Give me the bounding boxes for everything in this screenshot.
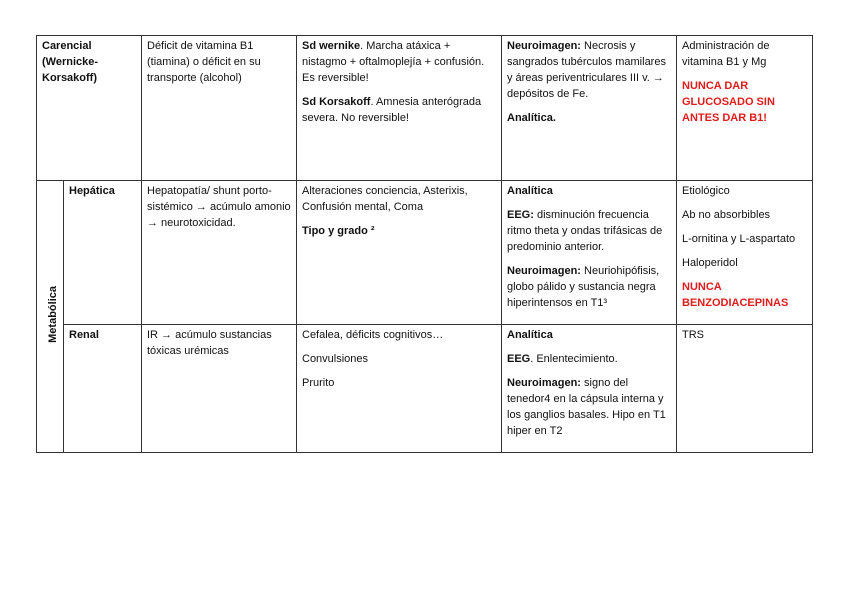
treatment-item: L-ornitina y L-aspartato (682, 233, 796, 245)
clinic-carencial (297, 36, 502, 181)
clinic-item: Cefalea, déficits cognitivos… (302, 329, 444, 341)
row-hepatica (37, 181, 813, 325)
analitica-label: Analítica (507, 185, 553, 197)
name-hepatica: Hepática (64, 181, 142, 325)
clinic-grade: Tipo y grado ² (302, 225, 375, 237)
encephalopathy-table (36, 35, 813, 453)
neuro-text: signo del tenedor4 en la cápsula interna y los ganglios basales. Hipo en T1 hiper en T2 (507, 377, 666, 437)
clinic-renal (297, 325, 502, 453)
row-renal (37, 325, 813, 453)
tests-hepatica (502, 181, 677, 325)
eeg-text: disminución frecuencia ritmo theta y ondas trifásicas de predominio anterior. (507, 209, 663, 253)
treatment-hepatica (677, 181, 813, 325)
eeg-title: EEG: (507, 209, 534, 221)
analitica-label: Analítica. (507, 112, 556, 124)
treatment-item: Etiológico (682, 185, 730, 197)
tests-carencial (502, 36, 677, 181)
korsakoff-text: . Amnesia anterógrada severa. No reversible! (302, 96, 482, 124)
clinic-hepatica (297, 181, 502, 325)
tests-renal (502, 325, 677, 453)
cause-carencial: Déficit de vitamina B1 (tiamina) o déficit en su transporte (alcohol) (142, 36, 297, 181)
group-metabolica (37, 181, 64, 453)
treatment-renal: TRS (677, 325, 813, 453)
treatment-warning: NUNCA BENZODIACEPINAS (682, 281, 789, 309)
metabolica-label: Metabólica (47, 285, 59, 343)
row-carencial (37, 36, 813, 181)
treatment-carencial (677, 36, 813, 181)
analitica-label: Analítica (507, 329, 553, 341)
treatment-warning: NUNCA DAR GLUCOSADO SIN ANTES DAR B1! (682, 80, 775, 124)
clinic-text: Alteraciones conciencia, Asterixis, Confusión mental, Coma (302, 185, 468, 213)
cause-hepatica: Hepatopatía/ shunt porto-sistémico → acúmulo amonio → neurotoxicidad. (142, 181, 297, 325)
name-renal: Renal (64, 325, 142, 453)
neuro-title: Neuroimagen: (507, 377, 581, 389)
treatment-item: Ab no absorbibles (682, 209, 771, 221)
eeg-title: EEG (507, 353, 531, 365)
korsakoff-title: Sd Korsakoff (302, 96, 371, 108)
clinic-item: Convulsiones (302, 353, 369, 365)
cause-renal: IR → acúmulo sustancias tóxicas urémicas (142, 325, 297, 453)
neuro-title: Neuroimagen: (507, 265, 581, 277)
group-carencial: Carencial (Wernicke-Korsakoff) (37, 36, 142, 181)
eeg-text: . Enlentecimiento. (530, 353, 618, 365)
treatment-text: Administración de vitamina B1 y Mg (682, 40, 770, 68)
wernicke-text: . Marcha atáxica + nistagmo + oftalmoplejía + confusión. Es reversible! (302, 40, 485, 84)
neuro-text: Neuriohipófisis, globo pálido y sustancia negra hiperintensos en T1³ (507, 265, 660, 309)
clinic-item: Prurito (302, 377, 335, 389)
neuro-text: Necrosis y sangrados tubérculos mamilares y áreas periventriculares III v. → depósitos de Fe. (507, 40, 666, 100)
neuro-title: Neuroimagen: (507, 40, 581, 52)
wernicke-title: Sd wernike (302, 40, 361, 52)
treatment-item: Haloperidol (682, 257, 738, 269)
